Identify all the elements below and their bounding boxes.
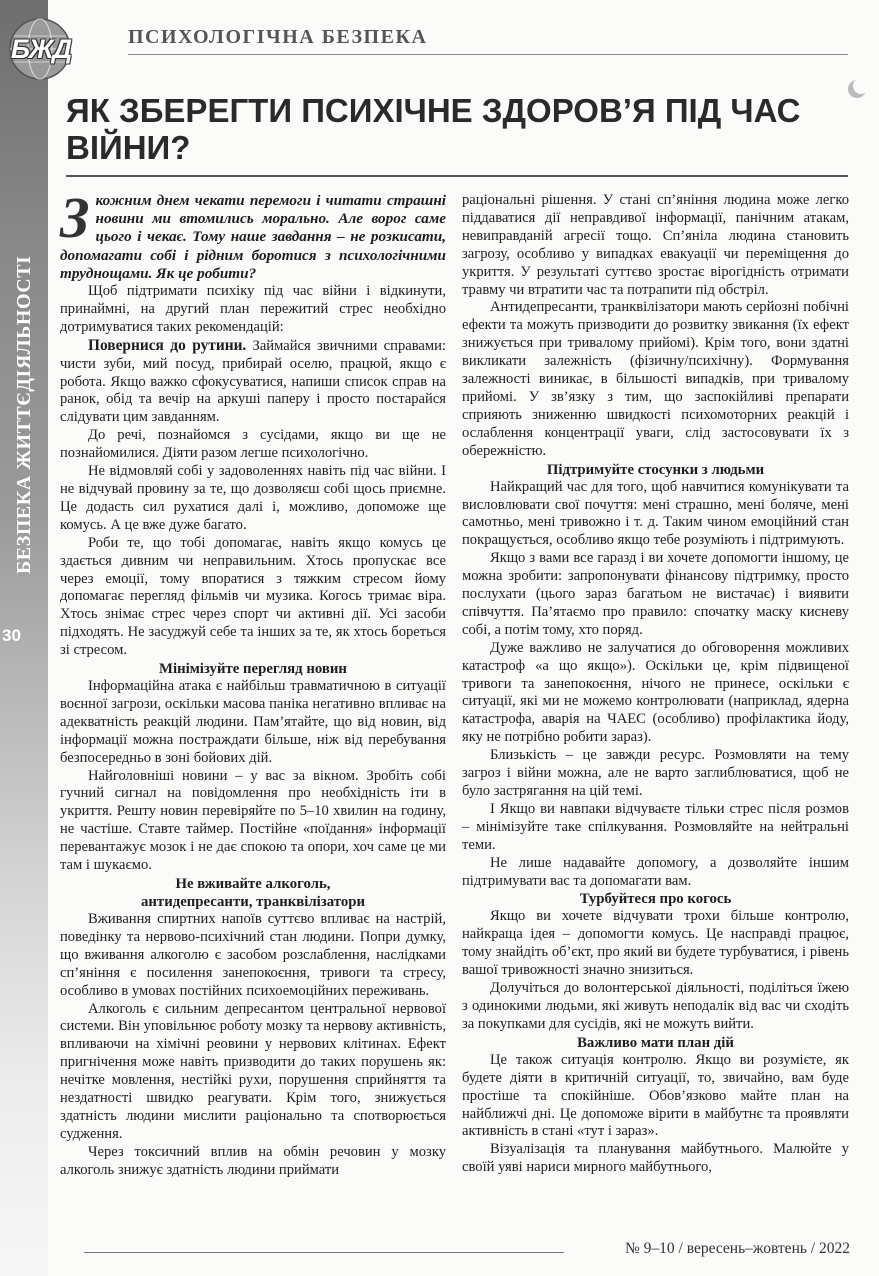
paragraph: Щоб підтримати психіку під час війни і відкинути, принаймні, на другий план пережитий стрес необхідно дотримуватися таких рекомендацій: — [60, 283, 446, 335]
footer-divider — [84, 1252, 564, 1253]
paragraph: Не лише надавайте допомогу, а дозволяйте іншим підтримувати вас та допомагати вам. — [462, 854, 849, 889]
subheading-news: Мінімізуйте перегляд новин — [159, 661, 347, 678]
left-column — [60, 185, 446, 1180]
subheading-care: Турбуйтеся про когось — [579, 891, 732, 908]
paragraph: Найголовніші новини – у вас за вікном. Зробіть собі гучний сигнал на повідомлення про необхідність іти в укриття. Решту новин перевіряйте по 5–10 хвилин на годину, не частіше. Ставте таймер. Постійне «поїдання» інформації перевантажує мозок і не дає спокою та опори, хоч саме це ми там і шукаємо. — [60, 767, 446, 874]
lead-paragraph — [60, 185, 446, 283]
paragraph: До речі, познайомся з сусідами, якщо ви ще не познайомилися. Діяти разом легше психологічно. — [60, 427, 446, 462]
paragraph: Через токсичний вплив на обмін речовин у мозку алкоголь знижує здатність людини приймати — [60, 1143, 446, 1178]
lead-text: кожним днем чекати перемоги і читати страшні новини ми втомились морально. Але ворог саме цього і чекає. Тому наше завдання – не розкисати, допомагати собі і рідним боротися з психологічними труднощами. Як це робити? — [60, 192, 446, 282]
header-divider — [128, 54, 848, 55]
paragraph: Візуалізація та планування майбутнього. Малюйте у своїй уяві нариси мирного майбутнього, — [462, 1141, 849, 1176]
page-number: 30 — [2, 626, 21, 645]
paragraph: Найкращий час для того, щоб навчитися комунікувати та висловлювати свої почуття: мені страшно, мені боляче, мені самотньо, мені тривожно і т. д. Таким чином емоційний стан покращується, особливо якщо тебе розуміють і підтримують. — [462, 478, 849, 549]
paragraph: Роби те, що тобі допомагає, навіть якщо комусь це здається дивним чи неправильним. Хтось пропускає все через емоції, тому впоратися з тяжким стресом йому допомагає перегляд фільмів чи музика. Когось тримає віра. Хтось знімає стрес через спорт чи активні дії. Усі засоби підходять. Не засуджуй себе та інших за те, як хтось бореться зі стресом. — [60, 534, 446, 659]
subheading-alcohol-line2: антидепресанти, транквілізатори — [141, 894, 365, 911]
article-title: ЯК ЗБЕРЕГТИ ПСИХІЧНЕ ЗДОРОВ’Я ПІД ЧАС ВІЙНИ? — [66, 92, 801, 166]
subheading-contacts: Підтримуйте стосунки з людьми — [546, 461, 765, 478]
paragraph: Близькість – це завжди ресурс. Розмовляти на тему загроз і війни можна, але не варто заглиблюватися, щоб не було застрягання на цій темі. — [462, 747, 849, 799]
paragraph: раціональні рішення. У стані сп’яніння людина може легко піддаватися дії неправдивої інформації, панічним атакам, невиправданій агресії тощо. Сп’яніла людина становить загрозу, особливо у випадках евакуації чи переміщення до укриття. У результаті суттєво зростає вірогідність отримати травму чи втратити час та потрапити під обстріл. — [462, 192, 849, 298]
bzhd-logo — [2, 16, 80, 82]
paragraph: Антидепресанти, транквілізатори мають серйозні побічні ефекти та можуть призводити до розвитку звикання (їх ефект знижується при тривалому прийомі). Крім того, вони здатні викликати залежність (фізичну/психічну). Формування залежності виникає, в більшості випадків, при тривалому прийомі. У зв’язку з тим, що заспокійливі препарати сприяють зниженню швидкості психомоторних реакцій і ослаблення концентрації уваги, слід застосовувати їх з обережністю. — [462, 299, 849, 459]
run-in-heading: Повернися до рутини. — [88, 336, 247, 354]
paragraph: Не відмовляй собі у задоволеннях навіть під час війни. І не відчувай провину за те, що дозволяєш собі щось приємне. Це додасть сил рухатися далі і, можливо, допоможе ще комусь. А це вже дуже багато. — [60, 463, 446, 533]
section-header: ПСИХОЛОГІЧНА БЕЗПЕКА — [128, 26, 428, 48]
sidebar-band — [0, 0, 48, 1276]
right-column — [462, 192, 849, 1177]
paragraph: Вживання спиртних напоїв суттєво впливає на настрій, поведінку та нервово-психічний стан людини. Попри думку, що вживання алкоголю є засобом розслаблення, наслідками сп’яніння є посилення занепокоєння, тривоги та стресу, особливо в умовах постійних психоемоційних переживань. — [60, 911, 446, 999]
paragraph: Це також ситуація контролю. Якщо ви розумієте, як будете діяти в критичній ситуації, то, звичайно, вам буде простіше та спокійніше. Обов’язково майте план на найближчі дні. Це допоможе вірити в майбутнє та проявляти активність в стані «тут і зараз». — [462, 1051, 849, 1140]
issue-info: № 9–10 / вересень–жовтень / 2022 — [625, 1240, 850, 1257]
paragraph: Алкоголь є сильним депресантом центральної нервової системи. Він уповільнює роботу мозку та нервову активність, впливаючи на хімічні реовини у нервових клітинах. Ефект пригнічення може навіть призводити до таких порушень як: нечітке мовлення, нестійкі рухи, порушення сприйняття та нездатності швидко реагувати. Крім того, знижується здатність людини мислити раціонально та спотворюється судження. — [60, 1000, 446, 1142]
paragraph: Повернися до рутини. Займайся звичними справами: чисти зуби, мий посуд, прибирай оселю, працюй, якщо є робота. Якщо важко сфокусуватися, напиши список справ на ранок, обід та вечір на аркуші паперу і просто постарайся слідувати цим завданням. — [60, 336, 446, 426]
subheading-plan: Важливо мати план дій — [577, 1034, 734, 1051]
paragraph: Долучіться до волонтерської діяльності, поділіться їжею з одинокими людьми, які живуть неподалік від вас чи сходіть за покупками для сусідів, які не можуть вийти. — [462, 980, 849, 1032]
title-divider — [66, 175, 848, 177]
paragraph: Якщо ви хочете відчувати трохи більше контролю, найкраща ідея – допомогти комусь. Це насправді працює, тому знайдіть об’єкт, про який ви будете турбуватися, і рівень вашої тривожності значно знизиться. — [462, 908, 849, 979]
logo-text: БЖД — [10, 33, 72, 64]
paragraph: Інформаційна атака є найбільш травматичною в ситуації воєнної загрози, оскільки масова паніка негативно впливає на адекватність реакцій людини. Пам’ятайте, що від новин, від інформації можна постраждати більше, ніж від перебування безпосередньо в зоні бойових дій. — [60, 678, 446, 766]
paragraph: Якщо з вами все гаразд і ви хочете допомогти іншому, це можна зробити: запропонувати фінансову підтримку, просто послухати (цього зараз багатьом не вистачає) і виявити співчуття. Па’ятаємо про правило: спочатку маску кисневу собі, а потім тому, хто поряд. — [462, 550, 849, 638]
paragraph: Дуже важливо не залучатися до обговорення можливих катастроф «а що якщо»). Оскільки це, крім підвищеної тривоги та занепокоєння, нічого не принесе, оскільки є ситуації, які ми не можемо контролювати (наприклад, ядерна катастрофа, аварія на ЧАЕС (особливо) профілактика йоду, яку не потрібно робити зараз). — [462, 639, 849, 746]
subheading-alcohol: Не вживайте алкоголь, — [175, 876, 331, 893]
drop-cap: З — [60, 185, 90, 250]
sidebar-label: БЕЗПЕКА ЖИТТЄДІЯЛЬНОСТІ — [13, 255, 35, 575]
paragraph: І Якщо ви навпаки відчуваєте тільки стрес після розмов – мінімізуйте таке спілкування. Розмовляйте на нейтральні теми. — [462, 800, 849, 853]
